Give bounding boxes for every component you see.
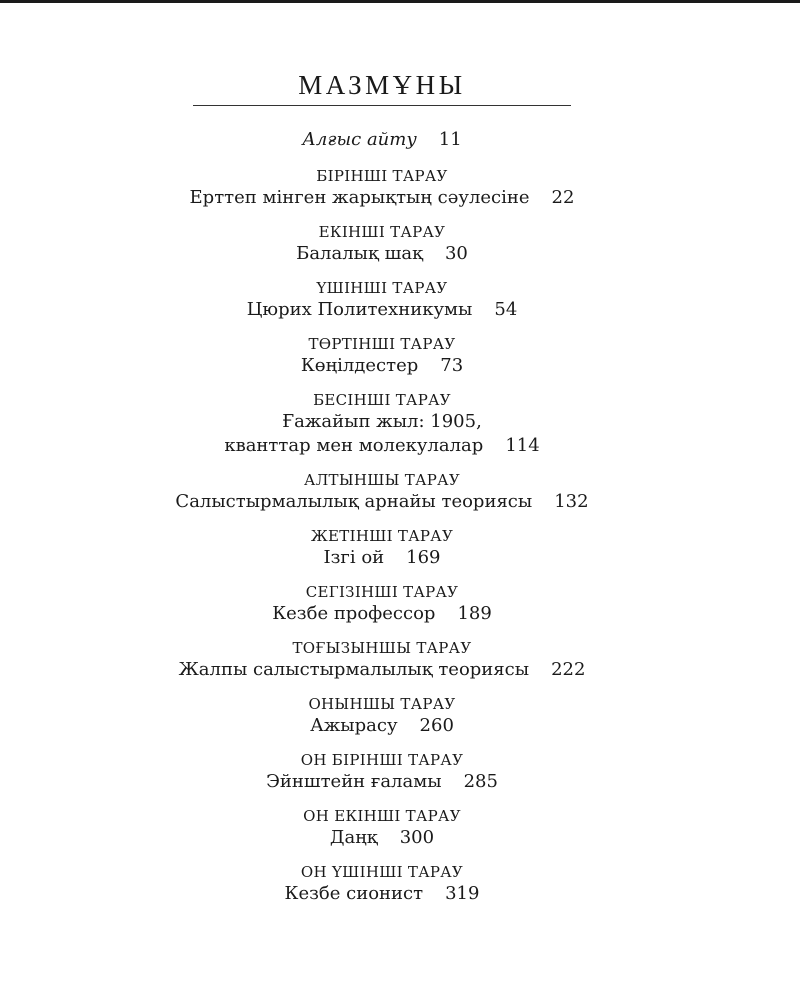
chapter-title: Ізгі ой xyxy=(323,547,385,568)
chapter-title-line xyxy=(0,490,764,514)
chapter-heading: АЛТЫНШЫ ТАРАУ xyxy=(304,471,460,489)
page-title: МАЗМҰНЫ xyxy=(298,70,466,100)
toc-entry-chapter[interactable] xyxy=(0,166,764,210)
chapter-title: Ғажайып жыл: 1905, кванттар мен молекулалар xyxy=(224,411,484,456)
toc-entry-chapter[interactable] xyxy=(0,278,764,322)
chapter-title: Кезбе сионист xyxy=(284,883,424,904)
chapter-heading: ҮШІНШІ ТАРАУ xyxy=(316,279,448,297)
chapter-title: Цюрих Политехникумы xyxy=(246,299,473,320)
chapter-title-line xyxy=(0,298,764,322)
toc-entry-chapter[interactable] xyxy=(0,526,764,570)
chapter-title: Ерттеп мінген жарықтың сәулесіне xyxy=(189,187,530,208)
toc-entry-chapter[interactable] xyxy=(0,638,764,682)
chapter-title: Кезбе профессор xyxy=(272,603,436,624)
toc-page-number: 300 xyxy=(399,827,435,848)
chapter-title-line xyxy=(0,826,764,850)
toc-entry-chapter[interactable] xyxy=(0,750,764,794)
toc-entry-chapter[interactable] xyxy=(0,862,764,906)
toc-entry-chapter[interactable] xyxy=(0,390,764,458)
toc-page-number: 132 xyxy=(554,491,589,512)
chapter-heading: БІРІНШІ ТАРАУ xyxy=(316,167,448,185)
chapter-title-line xyxy=(0,602,764,626)
chapter-list xyxy=(0,166,764,906)
title-underline xyxy=(193,105,571,106)
chapter-heading: ОН БІРІНШІ ТАРАУ xyxy=(300,751,464,769)
toc-page-number: 11 xyxy=(438,129,462,150)
chapter-title: Даңқ xyxy=(329,827,378,848)
chapter-heading: БЕСІНШІ ТАРАУ xyxy=(313,391,451,409)
chapter-heading: ОН ЕКІНШІ ТАРАУ xyxy=(303,807,461,825)
toc-page-number: 30 xyxy=(444,243,468,264)
chapter-title-line xyxy=(0,410,764,458)
chapter-heading: ОН ҮШІНШІ ТАРАУ xyxy=(300,863,464,881)
toc-page-number: 285 xyxy=(463,771,498,792)
chapter-heading: ОНЫНШЫ ТАРАУ xyxy=(308,695,456,713)
toc-entry-chapter[interactable] xyxy=(0,582,764,626)
chapter-title-line xyxy=(0,714,764,738)
chapter-heading: ТОҒЫЗЫНШЫ ТАРАУ xyxy=(292,639,472,657)
toc-entry-chapter[interactable] xyxy=(0,334,764,378)
chapter-title-line xyxy=(0,186,764,210)
chapter-title-line xyxy=(0,882,764,906)
chapter-title: Салыстырмалылық арнайы теориясы xyxy=(175,491,533,512)
chapter-title: Эйнштейн ғаламы xyxy=(266,771,442,792)
chapter-heading: ТӨРТІНШІ ТАРАУ xyxy=(308,335,456,353)
chapter-title: Жалпы салыстырмалылық теориясы xyxy=(178,659,530,680)
toc-entry-acknowledgements[interactable] xyxy=(0,126,764,154)
toc-page-number: 54 xyxy=(494,299,518,320)
chapter-title-line xyxy=(0,354,764,378)
chapter-heading: ЕКІНШІ ТАРАУ xyxy=(318,223,446,241)
toc-page-number: 260 xyxy=(419,715,454,736)
toc-entry-title: Алғыс айту xyxy=(302,129,417,150)
toc-page-number: 114 xyxy=(505,435,540,456)
chapter-title: Балалық шақ xyxy=(296,243,423,264)
toc-page-number: 222 xyxy=(551,659,586,680)
toc-page-number: 73 xyxy=(440,355,464,376)
toc-entry-chapter[interactable] xyxy=(0,470,764,514)
chapter-title-line xyxy=(0,770,764,794)
chapter-heading: СЕГІЗІНШІ ТАРАУ xyxy=(305,583,459,601)
toc-entry-chapter[interactable] xyxy=(0,222,764,266)
toc-page-number: 319 xyxy=(445,883,480,904)
chapter-title: Ажырасу xyxy=(310,715,398,736)
toc-entry-chapter[interactable] xyxy=(0,694,764,738)
top-border-rule xyxy=(0,0,800,3)
chapter-title: Көңілдестер xyxy=(300,355,419,376)
chapter-title-line xyxy=(0,242,764,266)
table-of-contents xyxy=(0,126,764,918)
toc-page-number: 169 xyxy=(406,547,441,568)
toc-page-number: 22 xyxy=(551,187,575,208)
toc-page-number: 189 xyxy=(457,603,492,624)
toc-entry-chapter[interactable] xyxy=(0,806,764,850)
chapter-title-line xyxy=(0,658,764,682)
chapter-title-line xyxy=(0,546,764,570)
chapter-heading: ЖЕТІНШІ ТАРАУ xyxy=(310,527,454,545)
